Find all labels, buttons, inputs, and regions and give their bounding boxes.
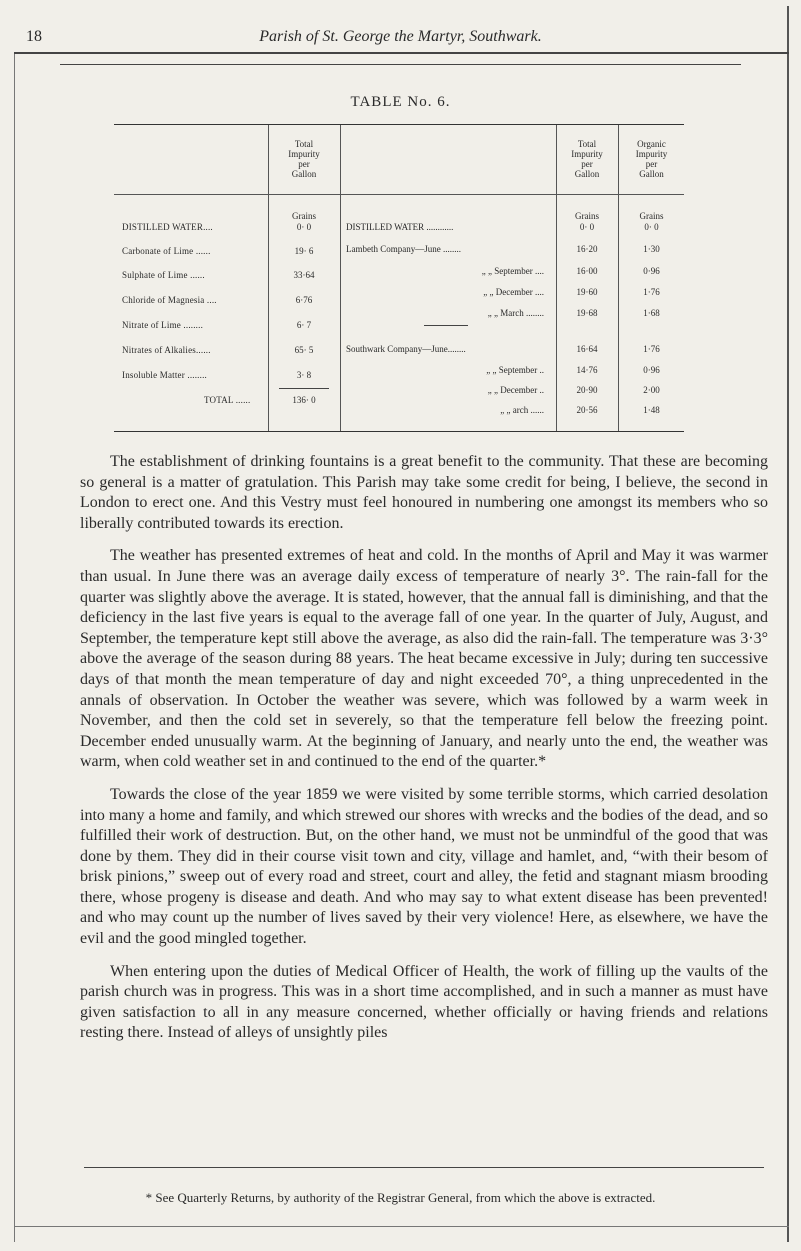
right-row-label: „ „ March ........ bbox=[487, 308, 544, 318]
page-edge-rule bbox=[787, 6, 789, 1242]
page-header bbox=[0, 20, 801, 52]
left-row-value: 6·76 bbox=[295, 295, 313, 305]
paragraph: The establishment of drinking fountains is a great benefit to the community. That these are becoming so general is a matter of gratulation. This Parish may take some credit for being, I believe, the second in London to erect one. And this Vestry must feel honoured in numbering one amongst its members who so liberally contributed towards its erection. bbox=[80, 453, 768, 532]
header-subrule bbox=[60, 64, 741, 65]
footnote-rule bbox=[84, 1167, 764, 1168]
header-total-impurity-left: Total Impurity per Gallon bbox=[288, 139, 320, 179]
total-label: TOTAL ...... bbox=[204, 395, 251, 405]
unit-label: Grains bbox=[639, 211, 664, 221]
body-text bbox=[80, 452, 768, 1044]
right-row-label: „ „ September .. bbox=[486, 365, 544, 375]
margin-rule bbox=[14, 52, 15, 1242]
left-row-label: Insoluble Matter ........ bbox=[122, 370, 207, 380]
right-row-total: 19·68 bbox=[576, 308, 598, 318]
unit-label: Grains bbox=[575, 211, 599, 221]
unit-label: Grains bbox=[292, 211, 316, 221]
right-row-organic: 1·76 bbox=[643, 287, 660, 297]
column-divider bbox=[340, 125, 341, 431]
left-row-value: 33·64 bbox=[293, 270, 315, 280]
left-row-value: 3· 8 bbox=[296, 370, 312, 380]
header-total-impurity-right: Total Impurity per Gallon bbox=[571, 139, 603, 179]
right-row-label: DISTILLED WATER ............ bbox=[346, 222, 454, 232]
paragraph: When entering upon the duties of Medical Officer of Health, the work of filling up the vaults of the parish church was in progress. This was in a short time accomplished, and in such a manner as must have given satisfaction to all in any measure concerned, whether officially or having friends and relations resting there. Instead of alleys of unsightly piles bbox=[80, 962, 768, 1042]
header-organic-impurity: Organic Impurity per Gallon bbox=[635, 139, 668, 179]
right-row-organic: 1·48 bbox=[643, 405, 660, 415]
left-row-label: Nitrate of Lime ........ bbox=[122, 320, 204, 330]
left-row-value: 0· 0 bbox=[296, 222, 312, 232]
header-rule bbox=[14, 52, 789, 54]
right-row-label: „ „ September .... bbox=[481, 266, 544, 276]
total-rule bbox=[279, 388, 329, 389]
right-row-label: Lambeth Company—June ........ bbox=[346, 244, 461, 254]
left-row-label: Nitrates of Alkalies...... bbox=[122, 345, 211, 355]
right-row-organic: 2·00 bbox=[643, 385, 660, 395]
left-row-label: Sulphate of Lime ...... bbox=[122, 270, 205, 280]
left-row-label: DISTILLED WATER.... bbox=[122, 222, 213, 232]
right-row-organic: 0·96 bbox=[643, 266, 660, 276]
right-row-organic: 0· 0 bbox=[644, 222, 659, 232]
page-number: 18 bbox=[26, 28, 42, 45]
running-title: Parish of St. George the Martyr, Southwark. bbox=[259, 28, 542, 45]
impurity-table bbox=[114, 124, 684, 432]
right-row-label: „ „ December .... bbox=[483, 287, 544, 297]
left-row-label: Carbonate of Lime ...... bbox=[122, 246, 211, 256]
right-row-total: 0· 0 bbox=[579, 222, 595, 232]
right-row-organic: 0·96 bbox=[643, 365, 660, 375]
header-rule bbox=[114, 194, 684, 195]
total-value: 136· 0 bbox=[292, 395, 316, 405]
section-divider bbox=[424, 325, 468, 326]
right-row-label: Southwark Company—June........ bbox=[346, 344, 466, 354]
right-row-organic: 1·76 bbox=[643, 344, 660, 354]
right-row-label: „ „ arch ...... bbox=[500, 405, 544, 415]
right-row-total: 20·56 bbox=[576, 405, 598, 415]
bottom-rule bbox=[14, 1226, 789, 1227]
right-row-total: 14·76 bbox=[576, 365, 598, 375]
left-row-label: Chloride of Magnesia .... bbox=[122, 295, 217, 305]
right-row-total: 16·20 bbox=[576, 244, 598, 254]
right-row-total: 16·00 bbox=[576, 266, 598, 276]
right-row-organic: 1·30 bbox=[643, 244, 660, 254]
footnote: * See Quarterly Returns, by authority of the Registrar General, from which the above is extracted. bbox=[145, 1190, 656, 1205]
right-row-total: 16·64 bbox=[576, 344, 598, 354]
right-row-organic: 1·68 bbox=[643, 308, 660, 318]
left-row-value: 65· 5 bbox=[294, 345, 314, 355]
paragraph: Towards the close of the year 1859 we were visited by some terrible storms, which carried desolation into many a home and family, and which strewed our shores with wrecks and the bodies of the dead, and so fulfilled their work of destruction. But, on the other hand, we must not be unmindful of the good that was done by them. They did in their course visit town and city, village and hamlet, and, “with their besom of brisk pinions,” sweep out of every road and street, court and alley, the fetid and stagnant miasm brooding there, whose progeny is disease and death. And who may say to what extent disease has been prevented! and who may count up the number of lives saved by their very violence! Here, as elsewhere, we have the evil and the good mingled together. bbox=[80, 785, 768, 948]
paragraph: The weather has presented extremes of heat and cold. In the months of April and May it was warmer than usual. In June there was an average daily excess of temperature of nearly 3°. The rain-fall for the quarter was slightly above the average. It is stated, however, that the annual fall is diminishing, and that the deficiency in the last five years is equal to the average fall of one year. In the quarter of July, August, and September, the temperature kept still above the average, as also did the rain-fall. The temperature was 3·3° above the average of the season during 88 years. The heat became excessive in July; during ten successive days of that month the mean temperature of day and night exceeded 70°, a thing unprecedented in the annals of observation. In October the weather was severe, which was followed by a warm week in November, and then the cold set in severely, so that the temperature fell below the freezing point. December ended unusually warm. At the beginning of January, and nearly unto the end, the weather was warm, when cold weather set in and continued to the end of the quarter.* bbox=[80, 547, 768, 771]
left-row-value: 19· 6 bbox=[294, 246, 314, 256]
left-row-value: 6· 7 bbox=[296, 320, 312, 330]
right-row-total: 19·60 bbox=[576, 287, 598, 297]
table-title: TABLE No. 6. bbox=[350, 94, 451, 110]
right-row-total: 20·90 bbox=[576, 385, 598, 395]
right-row-label: „ „ December .. bbox=[487, 385, 544, 395]
